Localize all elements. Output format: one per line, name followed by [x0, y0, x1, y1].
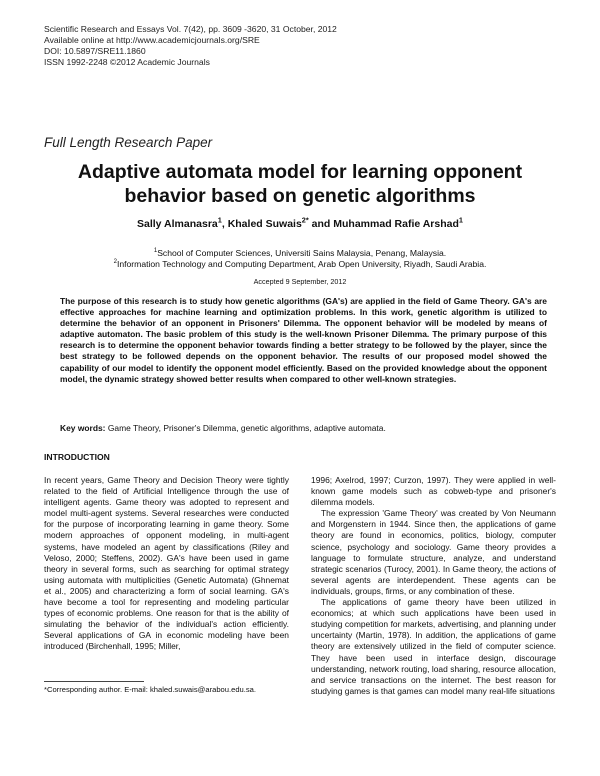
author-affiliation-marker: 2*	[301, 215, 309, 225]
affiliation-text: School of Computer Sciences, Universiti Sains Malaysia, Penang, Malaysia.	[157, 248, 447, 258]
body-paragraph: The expression 'Game Theory' was created by Von Neumann and Morgenstern in 1944. Since then, the applications of game theory are found in economics, politics, biology, computer science, psychology and sociology. Game theory provides a language to formulate structure, analyze, and understand strategic scenarios (Turocy, 2001). In Game theory, the actions of several agents are interdependent. These agents can be individuals, groups, firms, or any combination of these.	[311, 508, 556, 596]
body-paragraph: 1996; Axelrod, 1997; Curzon, 1997). They were applied in well-known game models such as cobweb-type and prisoner's dilemma models.	[311, 475, 556, 508]
author-list	[40, 215, 560, 230]
keywords-text: Game Theory, Prisoner's Dilemma, genetic algorithms, adaptive automata.	[105, 423, 386, 433]
available-online-line: Available online at http://www.academicjournals.org/SRE	[44, 35, 260, 45]
body-paragraph: In recent years, Game Theory and Decision Theory were tightly related to the field of Artificial Intelligence through the use of intelligent agents. Game theory was adopted to represent and model multi-agent systems. Several researches were conducted for the purpose of incorporating learning in game theory. Some modern approaches of opponent modeling, in multi-agent systems, have modeled an agent by classifications (Riley and Veloso, 2000; Steffens, 2002). GA's have been used in game theory in several forms, such as searching for optimal strategy using automata with multiplicities (Genetic Automata) (Ghnemat et al., 2005) and characterizing a form of social learning. GA's have become a tool for representing and modeling particular types of economic problems. One reason for that is the ability of simulating the behavior of the individual's action efficiently. Several applications of GA in economic modeling have been introduced (Birchenhall, 1995; Miller,	[44, 475, 289, 652]
author-separator: ,	[221, 218, 228, 230]
paper-title	[40, 160, 560, 208]
issn-line: ISSN 1992-2248 ©2012 Academic Journals	[44, 57, 210, 67]
author-name: Muhammad Rafie Arshad	[333, 218, 459, 230]
paper-type-label: Full Length Research Paper	[44, 135, 213, 150]
abstract: The purpose of this research is to study how genetic algorithms (GA's) are applied in the field of Game Theory. GA's are effective approaches for machine learning and optimization problems. In this work, genetic algorithm is utilized to determine the behavior of an opponent in Prisoners' Dilemma. The opponent behavior will be modeled by means of adaptive automaton. The basic problem of this study is the well-known Prisoner Dilemma. The primary purpose of this research is to determine the opponent behavior towards finding a better strategy to be followed by the player, since the best strategy to be followed depends on the opponent behavior. The results of our proposed model showed the capability of our model to identify the opponent model efficiently. Based on the provided knowledge about the opponent model, the dynamic strategy showed better results when compared to other well-known strategies.	[60, 296, 547, 384]
journal-citation-line: Scientific Research and Essays Vol. 7(42), pp. 3609 -3620, 31 October, 2012	[44, 24, 337, 34]
accepted-date: Accepted 9 September, 2012	[253, 277, 347, 286]
doi-line: DOI: 10.5897/SRE11.1860	[44, 46, 146, 56]
footnote-divider	[44, 681, 144, 682]
author-separator: and	[308, 218, 334, 230]
affiliation-line	[40, 248, 560, 259]
affiliation-number: 2	[113, 259, 117, 266]
affiliation-number: 1	[153, 248, 158, 255]
keywords-label: Key words:	[60, 423, 106, 433]
journal-header	[44, 24, 337, 68]
right-column	[311, 475, 556, 697]
title-line-2: behavior based on genetic algorithms	[124, 185, 476, 207]
author-affiliation-marker: 1	[217, 215, 222, 225]
body-paragraph: The applications of game theory have been utilized in economics; at which such applications have been used in studying competition for markets, advertising, and planning under uncertainty (Martin, 1978). In addition, the applications of game theory are extensively utilized in the field of computer science. They have been used in interface design, discourage understanding, network routing, load sharing, resource allocation, and service transactions on the internet. The best reason for studying games is that games can model many real-life situations	[311, 597, 556, 696]
keywords	[60, 423, 547, 433]
affiliation-text: Information Technology and Computing Department, Arab Open University, Riyadh, Saudi Arabia.	[116, 259, 487, 269]
author-name: Khaled Suwais	[227, 218, 302, 230]
title-line-1: Adaptive automata model for learning opponent	[77, 161, 523, 183]
corresponding-author-footnote: *Corresponding author. E-mail: khaled.suwais@arabou.edu.sa.	[44, 685, 257, 694]
author-name: Sally Almanasra	[137, 218, 218, 230]
affiliation-line	[40, 259, 560, 270]
section-heading-introduction: INTRODUCTION	[44, 452, 110, 462]
left-column	[44, 475, 289, 653]
author-affiliation-marker: 1	[458, 215, 463, 225]
affiliations	[40, 248, 560, 270]
